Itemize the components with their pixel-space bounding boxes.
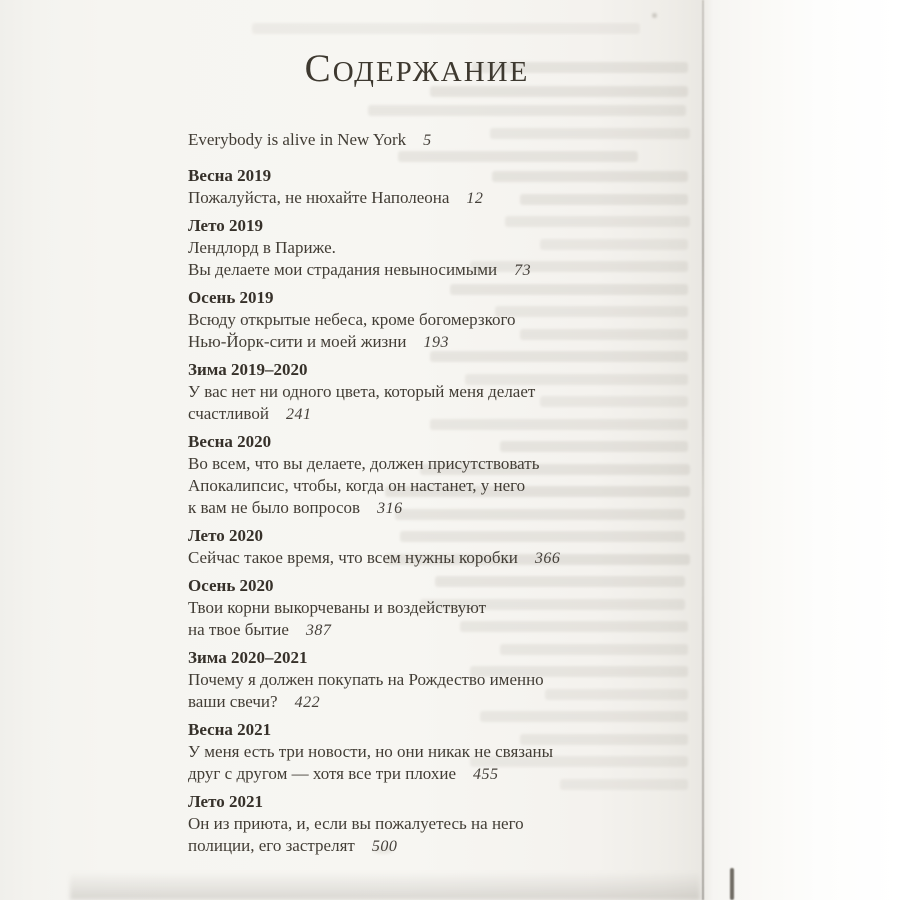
- toc-line: [188, 619, 646, 642]
- toc-season-heading: Весна 2020: [188, 432, 272, 451]
- toc-season-heading: Весна 2019: [188, 166, 272, 185]
- toc-line: [188, 237, 646, 259]
- toc-entry: [188, 791, 646, 858]
- toc-page-number: 193: [423, 334, 449, 351]
- toc-season-heading: Осень 2019: [188, 288, 274, 307]
- toc-line-text: полиции, его застрелят: [188, 836, 355, 855]
- toc-list: [188, 129, 646, 858]
- toc-page-number: 422: [294, 694, 321, 711]
- toc-line-text: У вас нет ни одного цвета, который меня делает: [188, 382, 536, 401]
- toc-line: [188, 547, 646, 570]
- toc-line-text: Вы делаете мои страдания невыносимыми: [188, 260, 498, 279]
- toc-line: [188, 497, 646, 520]
- toc-line: [188, 129, 646, 152]
- toc-line-text: к вам не было вопросов: [188, 498, 361, 517]
- toc-season-heading: Лето 2021: [188, 792, 263, 811]
- toc-line-text: Во всем, что вы делаете, должен присутствовать: [188, 454, 540, 473]
- toc-line-text: ваши свечи?: [188, 692, 278, 711]
- toc-line: [188, 403, 646, 426]
- toc-line-text: Сейчас такое время, что всем нужны коробки: [188, 548, 518, 567]
- toc-line: [188, 741, 646, 763]
- toc-entry: [188, 215, 646, 282]
- toc-line-text: Он из приюта, и, если вы пожалуетесь на него: [188, 814, 524, 833]
- toc-season-heading: Лето 2019: [188, 216, 263, 235]
- toc-entry: [188, 431, 646, 520]
- toc-entry: [188, 165, 646, 210]
- toc-season-heading: Лето 2020: [188, 526, 263, 545]
- toc-line: [188, 763, 646, 786]
- toc-line-text: Почему я должен покупать на Рождество именно: [188, 670, 544, 689]
- toc-page-number: 500: [371, 838, 398, 855]
- scan-speck: [652, 13, 657, 18]
- toc-page-number: 387: [305, 622, 332, 639]
- toc-line: [188, 475, 646, 497]
- toc-line-text: Апокалипсис, чтобы, когда он настанет, у него: [188, 476, 526, 495]
- scan-bottom-shadow: [70, 872, 700, 900]
- toc-line-text: У меня есть три новости, но они никак не связаны: [188, 742, 554, 761]
- toc-entry: [188, 359, 646, 426]
- toc-line-text: Лендлорд в Париже.: [188, 238, 336, 257]
- toc-page-number: 12: [466, 190, 484, 207]
- toc-page-number: 241: [285, 406, 312, 423]
- toc-line: [188, 813, 646, 835]
- toc-content: [188, 47, 646, 858]
- toc-page-number: 366: [534, 550, 561, 567]
- toc-entry: [188, 647, 646, 714]
- toc-line: [188, 331, 646, 354]
- toc-page-number: 316: [377, 500, 403, 517]
- toc-line: [188, 691, 646, 714]
- toc-line-text: на твое бытие: [188, 620, 289, 639]
- toc-line: [188, 669, 646, 691]
- toc-line: [188, 453, 646, 475]
- toc-page-number: 5: [423, 132, 432, 149]
- page-edge-mark: [730, 868, 734, 900]
- toc-line: [188, 835, 646, 858]
- toc-line: [188, 259, 646, 282]
- toc-entry: [188, 525, 646, 570]
- toc-line-text: Нью-Йорк-сити и моей жизни: [188, 332, 407, 351]
- toc-line-text: счастливой: [188, 404, 269, 423]
- toc-entry: [188, 575, 646, 642]
- toc-line-text: Твои корни выкорчеваны и воздействуют: [188, 598, 487, 617]
- bleedthrough-line: [252, 23, 640, 34]
- toc-line-text: Всюду открытые небеса, кроме богомерзкого: [188, 310, 516, 329]
- toc-page-number: 73: [514, 262, 532, 279]
- page-crease: [702, 0, 704, 900]
- toc-season-heading: Зима 2020–2021: [188, 648, 308, 667]
- toc-season-heading: Весна 2021: [188, 720, 272, 739]
- toc-line-text: друг с другом — хотя все три плохие: [188, 764, 457, 783]
- toc-season-heading: Осень 2020: [188, 576, 274, 595]
- toc-line-text: Пожалуйста, не нюхайте Наполеона: [188, 188, 450, 207]
- toc-page-number: 455: [473, 766, 499, 783]
- toc-line-text: Everybody is alive in New York: [188, 130, 407, 149]
- toc-line: [188, 187, 646, 210]
- page-title: СОДЕРЖАНИЕ: [304, 47, 530, 90]
- toc-line: [188, 381, 646, 403]
- toc-entry: [188, 129, 646, 152]
- toc-entry: [188, 287, 646, 354]
- toc-entry: [188, 719, 646, 786]
- toc-season-heading: Зима 2019–2020: [188, 360, 308, 379]
- toc-line: [188, 309, 646, 331]
- toc-line: [188, 597, 646, 619]
